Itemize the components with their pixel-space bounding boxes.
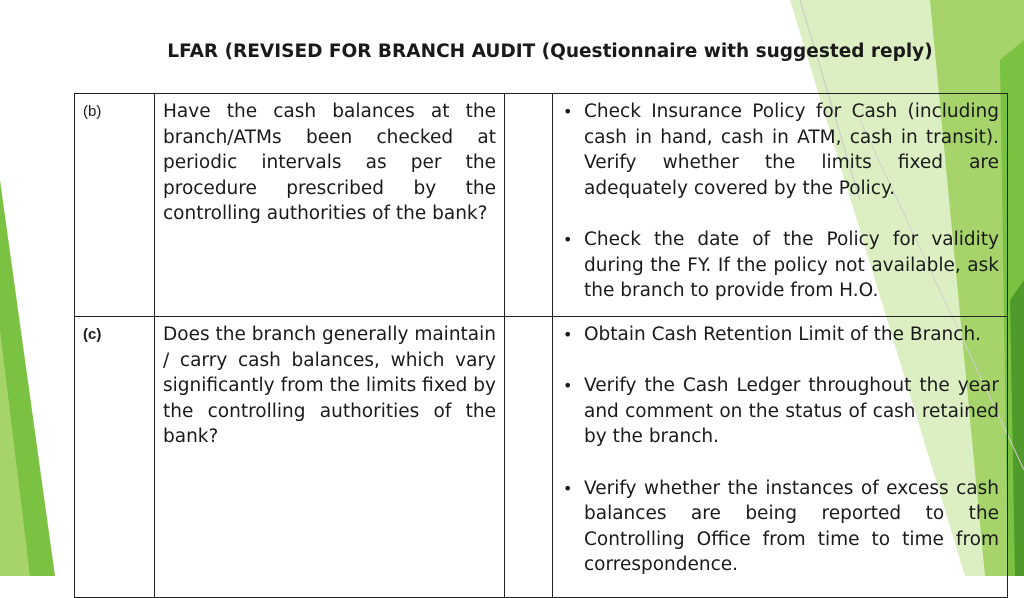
answer-list xyxy=(553,317,1007,578)
answer-item: • Verify the Cash Ledger throughout the year and comment on the status of cash retained by the branch. xyxy=(563,375,999,448)
row-label: (c) xyxy=(83,326,102,343)
answer-cell xyxy=(553,317,1008,598)
row-label-cell xyxy=(75,317,155,598)
empty-cell xyxy=(505,94,553,317)
question-cell xyxy=(155,94,505,317)
question-cell xyxy=(155,317,505,598)
answer-list xyxy=(553,94,1007,304)
questionnaire-table xyxy=(74,93,1008,598)
row-label: (b) xyxy=(83,103,102,120)
bullet-icon: • xyxy=(563,325,573,344)
answer-item: • Obtain Cash Retention Limit of the Branch. xyxy=(561,322,999,348)
question-text: Does the branch generally maintain / carry cash balances, which vary significantly from the limits fixed by the controlling authorities of the bank? xyxy=(163,324,496,448)
bullet-icon: • xyxy=(563,102,573,121)
answer-item: • Check Insurance Policy for Cash (including cash in hand, cash in ATM, cash in transit). Verify whether the limits fixed are adequately covered by the Policy. xyxy=(563,101,999,199)
page-title: LFAR (REVISED FOR BRANCH AUDIT (Questionnaire with suggested reply) xyxy=(167,41,933,62)
bullet-icon: • xyxy=(563,376,573,396)
row-label-cell xyxy=(75,94,155,317)
bullet-icon: • xyxy=(563,229,573,249)
empty-cell xyxy=(505,317,553,598)
table-row xyxy=(75,94,1008,317)
answer-cell xyxy=(553,94,1008,317)
table-row xyxy=(75,317,1008,598)
bullet-icon: • xyxy=(563,478,573,498)
answer-item: • Check the date of the Policy for validity during the FY. If the policy not available, ask the branch to provide from H.O. xyxy=(563,228,999,302)
answer-item: • Verify whether the instances of excess cash balances are being reported to the Controlling Office from time to time from correspondence. xyxy=(563,477,999,576)
question-text: Have the cash balances at the branch/ATMs been checked at periodic intervals as per the procedure prescribed by the controlling authorities of the bank? xyxy=(163,101,496,225)
